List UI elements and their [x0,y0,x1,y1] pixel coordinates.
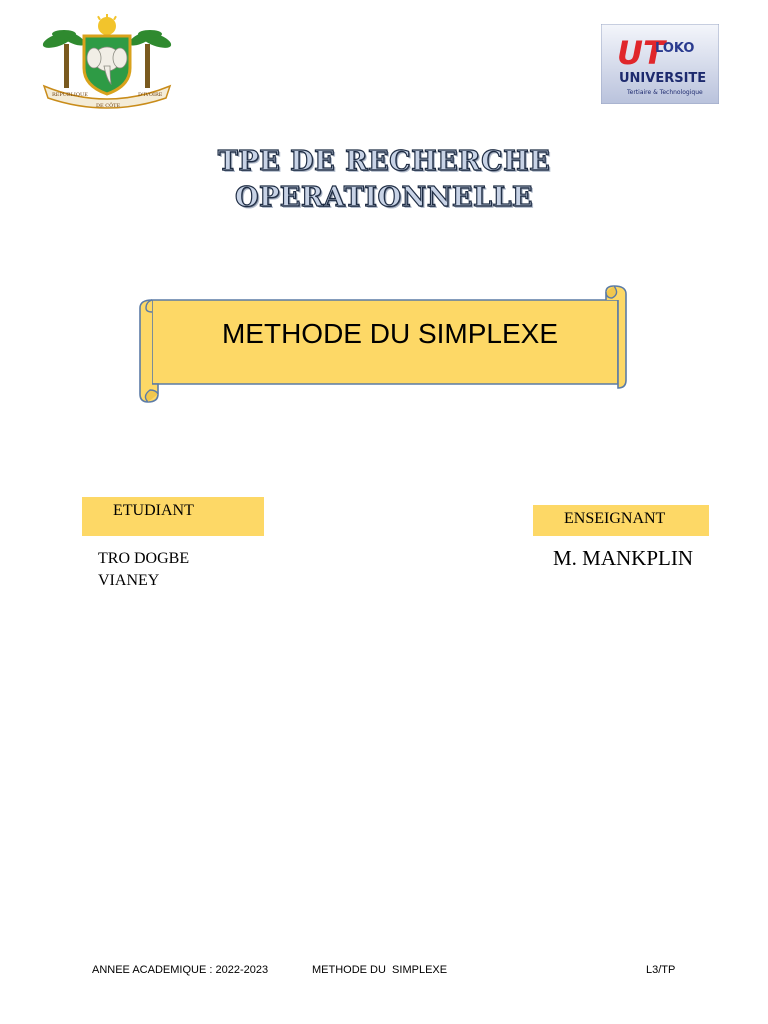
svg-text:D'IVOIRE: D'IVOIRE [138,92,163,98]
svg-text:Tertiaire & Technologique: Tertiaire & Technologique [627,89,703,96]
footer-academic-year: ANNEE ACADEMIQUE : 2022-2023 [92,964,269,976]
footer-level: L3/TP [646,964,676,976]
title-line-2: OPERATIONNELLE [234,182,534,213]
svg-text:UT: UT [617,34,665,72]
teacher-name: M. MANKPLIN [553,546,694,570]
banner-title: METHODE DU SIMPLEXE [221,318,559,349]
university-logo [601,24,719,104]
sun [97,14,117,35]
footer-subject: METHODE DU SIMPLEXE [312,964,448,976]
svg-text:DE CÔTE: DE CÔTE [96,103,121,109]
svg-text:UNIVERSITE: UNIVERSITE [619,71,707,86]
left-palm [41,28,87,88]
coat-of-arms-logo [38,14,176,114]
student-label: ETUDIANT [113,502,194,519]
svg-text:REPUBLIQUE: REPUBLIQUE [52,92,88,98]
student-name-line-1: TRO DOGBE [98,550,190,567]
teacher-label: ENSEIGNANT [564,510,666,527]
student-name-line-2: VIANEY [98,572,160,589]
right-palm [127,28,173,88]
title-line-1: TPE DE RECHERCHE [217,146,551,177]
svg-text:LOKO: LOKO [655,41,695,56]
